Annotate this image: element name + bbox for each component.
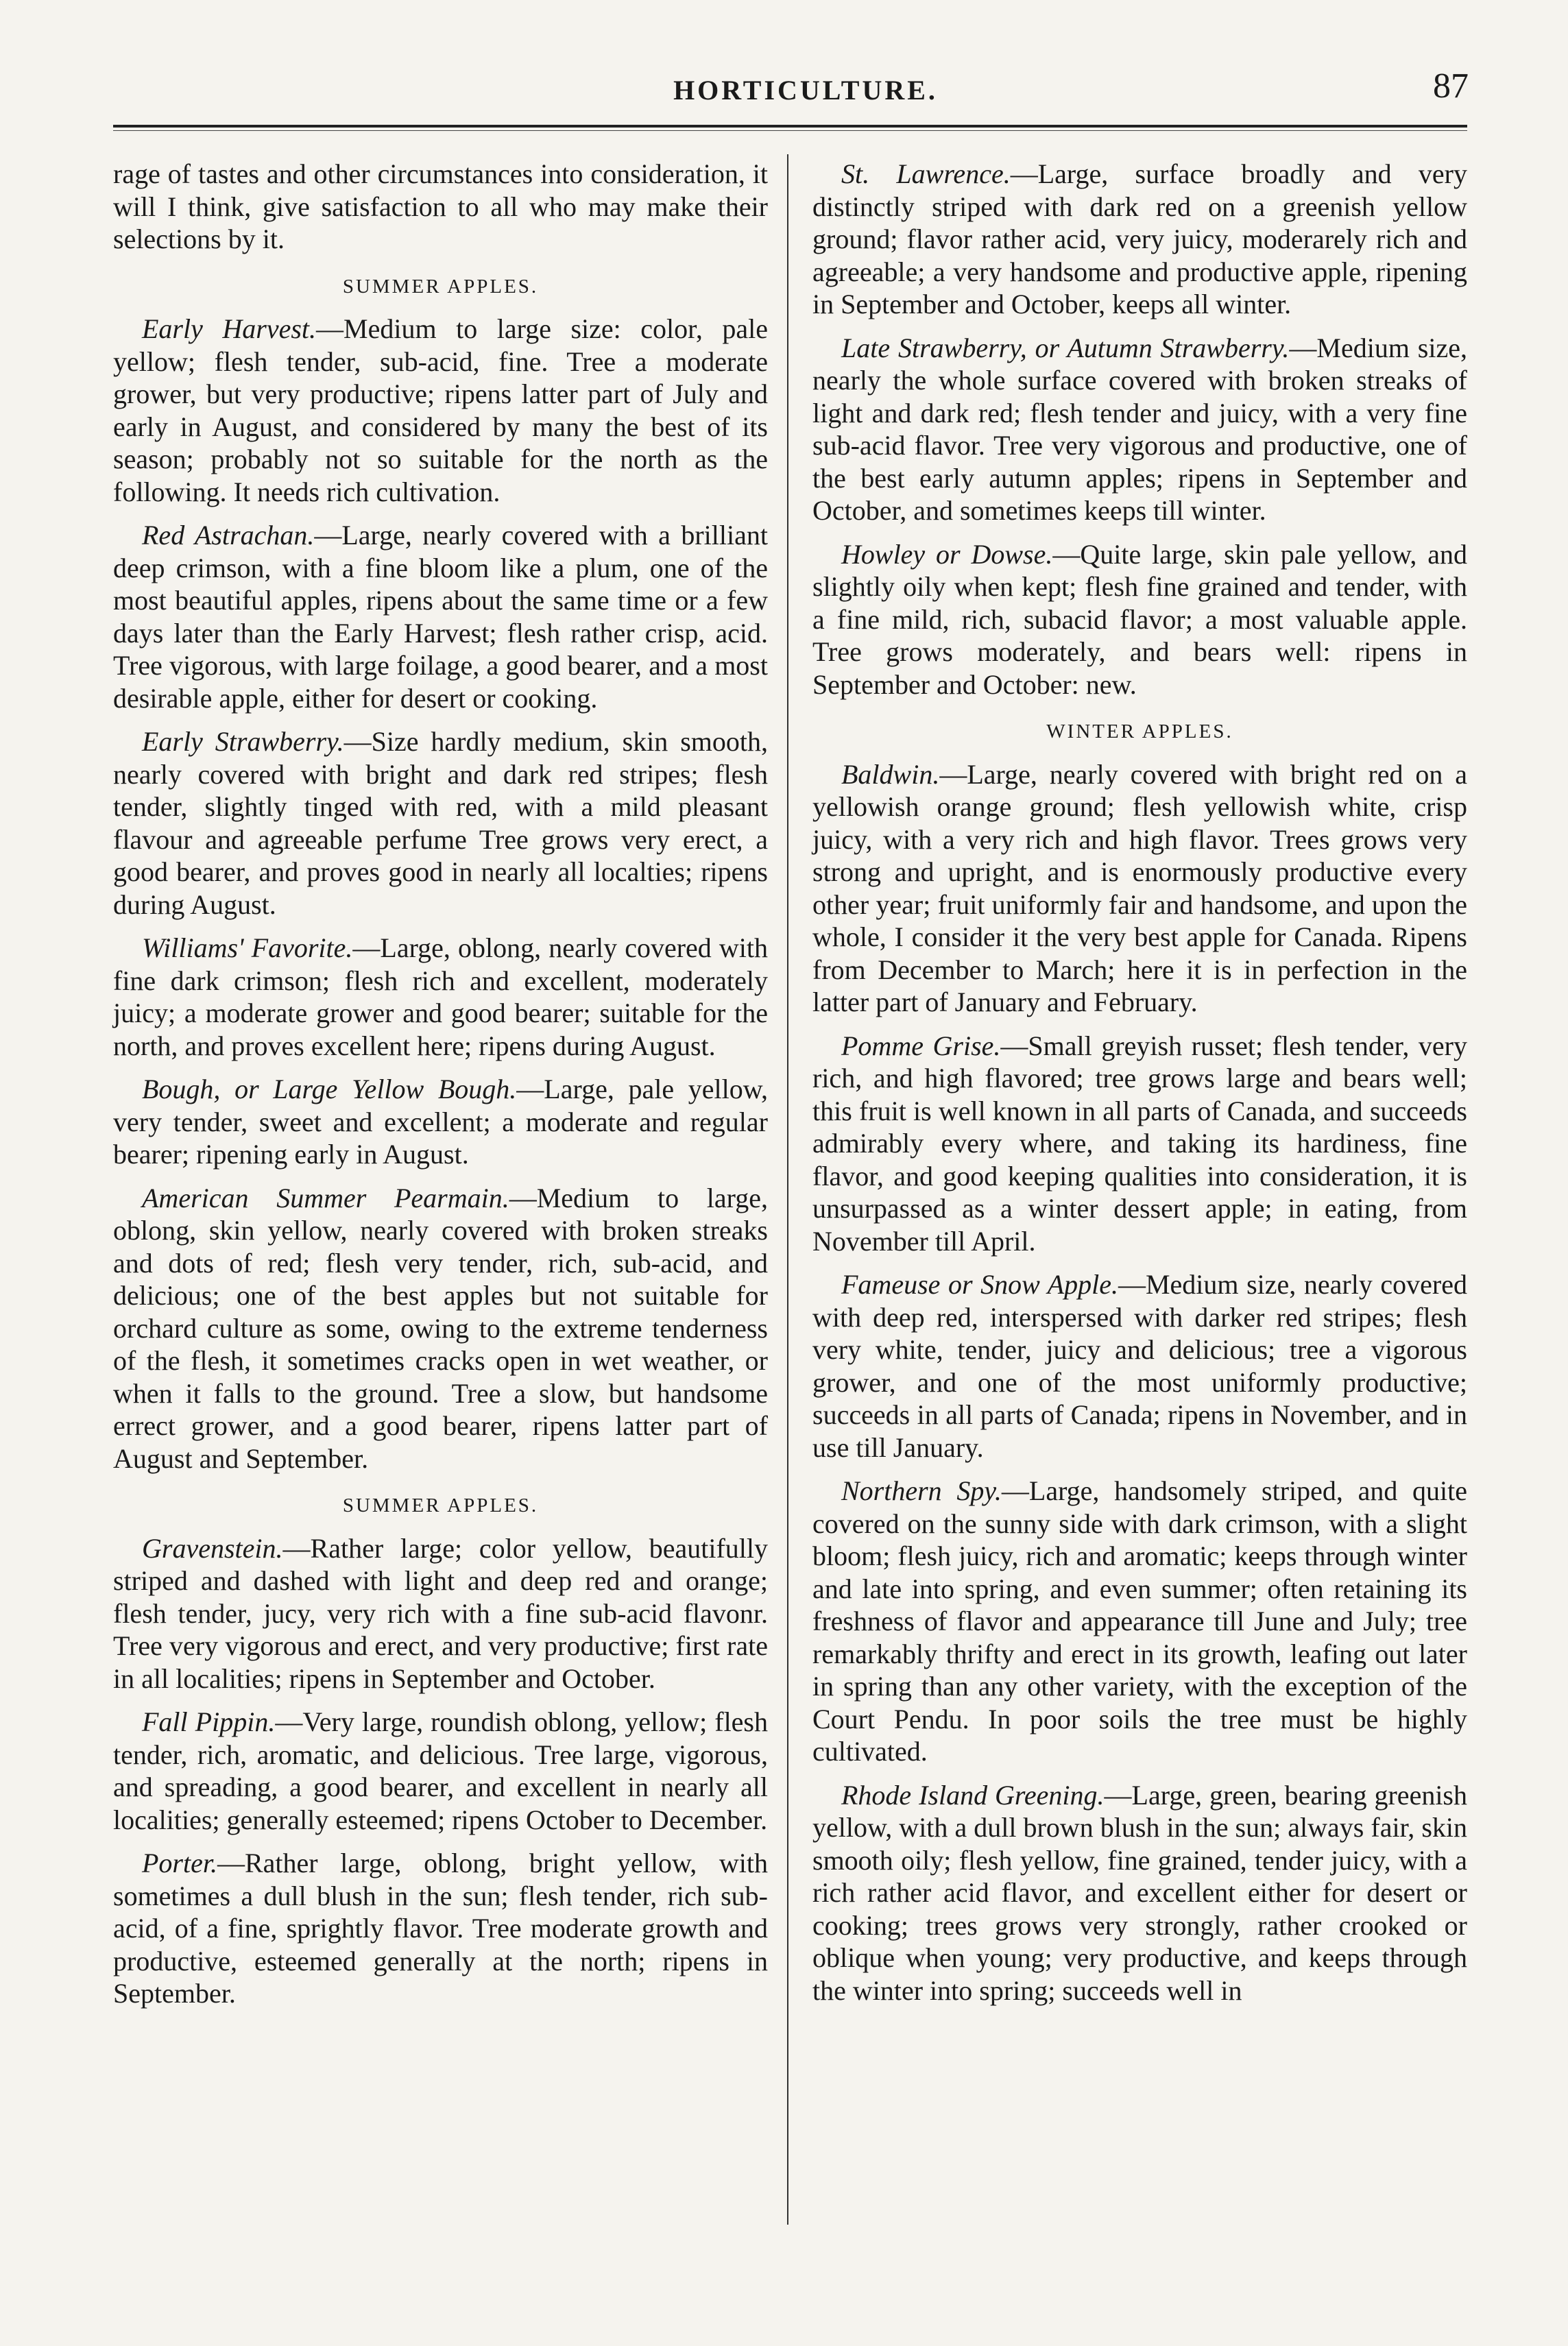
variety-name: Gravenstein. — [142, 1532, 283, 1564]
variety-entry — [113, 1706, 768, 1836]
variety-entry — [812, 1030, 1467, 1258]
right-entries-group-1 — [812, 158, 1467, 701]
continued-paragraph: rage of tastes and other circumstances into consideration, it will I think, give satisfaction to all who may make their selections by it. — [113, 158, 768, 254]
variety-description: —Size hardly medium, skin smooth, nearly covered with bright and dark red stripes; flesh tender, slightly tinged with red, with a mild pleasant flavour and agreeable perfume Tree grows very erect, a good bearer, and proves good in nearly all localties; ripens during August. — [113, 726, 768, 920]
variety-description: —Large, handsomely striped, and quite covered on the sunny side with dark crimson, with a slight bloom; flesh juicy, rich and aromatic; keeps through winter and late into spring, and even summer; often retaining its freshness of flavor and appearance till June and July; tree remarkably thrifty and erect in its growth, leafing out later in spring than any other variety, with the exception of the Court Pendu. In poor soils the tree must be highly cultivated. — [812, 1475, 1467, 1767]
variety-description: —Large, oblong, nearly covered with fine dark crimson; flesh rich and excellent, moderately juicy; a moderate grower and good bearer; suitable for the north, and proves excellent here; ripens during August. — [113, 932, 768, 1061]
variety-entry — [113, 932, 768, 1062]
variety-name: Fameuse or Snow Apple. — [841, 1269, 1118, 1300]
variety-entry — [812, 1268, 1467, 1464]
variety-description: —Medium size, nearly the whole surface covered with broken streaks of light and dark red; flesh tender and juicy, with a very fine sub-acid flavor. Tree very vigorous and productive, one of the best early autumn apples; ripens in September and October, and sometimes keeps till winter. — [812, 332, 1467, 526]
variety-name: St. Lawrence. — [841, 158, 1011, 189]
variety-entry — [812, 158, 1467, 321]
column-divider — [787, 154, 788, 2225]
variety-entry — [812, 538, 1467, 701]
variety-name: Williams' Favorite. — [142, 932, 353, 963]
variety-entry — [113, 725, 768, 921]
variety-name: Howley or Dowse. — [841, 538, 1053, 570]
section-heading-winter-apples: WINTER APPLES. — [1046, 721, 1233, 742]
variety-description: —Quite large, skin pale yellow, and slightly oily when kept; flesh fine grained and tender, with a fine mild, rich, subacid flavor; a most valuable apple. Tree grows moderately, and bears well: ripens in September and October: new. — [812, 538, 1467, 700]
variety-description: —Rather large, oblong, bright yellow, with sometimes a dull blush in the sun; flesh tender, rich sub-acid, of a fine, sprightly flavor. Tree moderate growth and productive, esteemed generally at the north; ripens in September. — [113, 1848, 768, 2009]
right-column — [812, 158, 1467, 2018]
left-column — [113, 158, 768, 2021]
variety-entry — [812, 1475, 1467, 1768]
variety-entry — [812, 758, 1467, 1019]
variety-name: Northern Spy. — [841, 1475, 1002, 1506]
variety-entry — [812, 332, 1467, 527]
variety-description: —Very large, roundish oblong, yellow; flesh tender, rich, aromatic, and delicious. Tree large, vigorous, and spreading, a good bearer, and excellent in nearly all localities; generally esteemed; ripens October to December. — [113, 1706, 769, 1835]
variety-description: —Medium to large size: color, pale yellow; flesh tender, sub-acid, fine. Tree a moderate grower, but very productive; ripens latter part of July and early in August, and considered by many the best of its season; probably not so suitable for the north as the following. It needs rich cultivation. — [113, 313, 768, 507]
variety-description: —Medium size, nearly covered with deep red, interspersed with darker red stripes; flesh very white, tender, juicy and delicious; tree a vigorous grower, and one of the most uniformly productive; succeeds in all parts of Canada; ripens in November, and in use till January. — [812, 1269, 1467, 1463]
variety-name: Early Strawberry. — [142, 726, 344, 757]
section-heading-summer-apples-2: SUMMER APPLES. — [342, 1495, 539, 1516]
variety-description: —Large, nearly covered with a brilliant deep crimson, with a fine bloom like a plum, one of the most beautiful apples, ripens about the same time or a few days later than the Early Harvest; flesh rather crisp, acid. Tree vigorous, with large foilage, a good bearer, and a most desirable apple, either for desert or cooking. — [113, 520, 768, 714]
variety-name: Bough, or Large Yellow Bough. — [142, 1074, 517, 1104]
variety-entry — [113, 313, 768, 508]
variety-description: —Rather large; color yellow, beautifully striped and dashed with light and deep red and orange; flesh tender, jucy, very rich with a fine sub-acid flavonr. Tree very vigorous and erect, and very productive; first rate in all localities; ripens in September and October. — [113, 1532, 768, 1694]
variety-name: Early Harvest. — [142, 313, 317, 344]
variety-description: —Medium to large, oblong, skin yellow, nearly covered with broken streaks and dots of red; flesh very tender, rich, sub-acid, and delicious; one of the best apples but not suitable for orchard culture as some, owing to the extreme tenderness of the flesh, it sometimes cracks open in wet weather, or when it falls to the ground. Tree a slow, but handsome errect grower, and a good bearer, ripens latter part of August and September. — [113, 1182, 768, 1474]
variety-name: Fall Pippin. — [142, 1706, 276, 1737]
variety-description: —Large, pale yellow, very tender, sweet and excellent; a moderate and regular bearer; ripening early in August. — [113, 1074, 768, 1170]
section-heading-summer-apples: SUMMER APPLES. — [342, 275, 539, 298]
right-entries-group-2 — [812, 758, 1467, 2007]
variety-entry — [113, 1847, 768, 2010]
variety-description: —Large, nearly covered with bright red on a yellowish orange ground; flesh yellowish white, crisp juicy, with a very rich and high flavor. Trees grows very strong and upright, and is enormously productive every other year; fruit uniformly fair and handsome, and upon the whole, I consider it the very best apple for Canada. Ripens from December to March; here it is in perfection in the latter part of January and February. — [812, 758, 1467, 1017]
variety-name: Late Strawberry, or Autumn Strawberry. — [841, 332, 1290, 363]
variety-entry — [113, 1532, 768, 1695]
variety-entry — [812, 1779, 1467, 2007]
variety-name: Pomme Grise. — [841, 1030, 1001, 1061]
variety-entry — [113, 1182, 768, 1475]
page-number: 87 — [1433, 66, 1469, 106]
header-rule — [113, 125, 1467, 131]
variety-entry — [113, 1073, 768, 1171]
variety-name: Red Astrachan. — [142, 520, 315, 551]
variety-entry — [113, 519, 768, 714]
variety-name: American Summer Pearmain. — [142, 1182, 509, 1213]
variety-description: —Large, green, bearing greenish yellow, with a dull brown blush in the sun; always fair, skin smooth oily; flesh yellow, fine grained, tender juicy, with a rich rather acid flavor, and excellent either for desert or cooking; trees grows very strongly, rather crooked or oblique when young; very productive, and keeps through the winter into spring; succeeds well in — [812, 1779, 1467, 2006]
variety-description: —Large, surface broadly and very distinctly striped with dark red on a greenish yellow ground; flavor rather acid, very juicy, moderarely rich and agreeable; a very handsome and productive apple, ripening in September and October, keeps all winter. — [812, 158, 1467, 319]
left-entries-group-1 — [113, 313, 768, 1475]
left-entries-group-2 — [113, 1532, 768, 2010]
variety-description: —Small greyish russet; flesh tender, very rich, and high flavored; tree grows large and bears well; this fruit is well known in all parts of Canada, and succeeds admirably every where, and taking its hardiness, fine flavor, and good keeping qualities into consideration, it is unsurpassed as a winter dessert apple; in eating, from November till April. — [812, 1030, 1467, 1257]
variety-name: Baldwin. — [841, 758, 940, 790]
running-head: HORTICULTURE. — [673, 75, 938, 106]
variety-name: Rhode Island Greening. — [841, 1779, 1105, 1811]
variety-name: Porter. — [142, 1848, 217, 1878]
